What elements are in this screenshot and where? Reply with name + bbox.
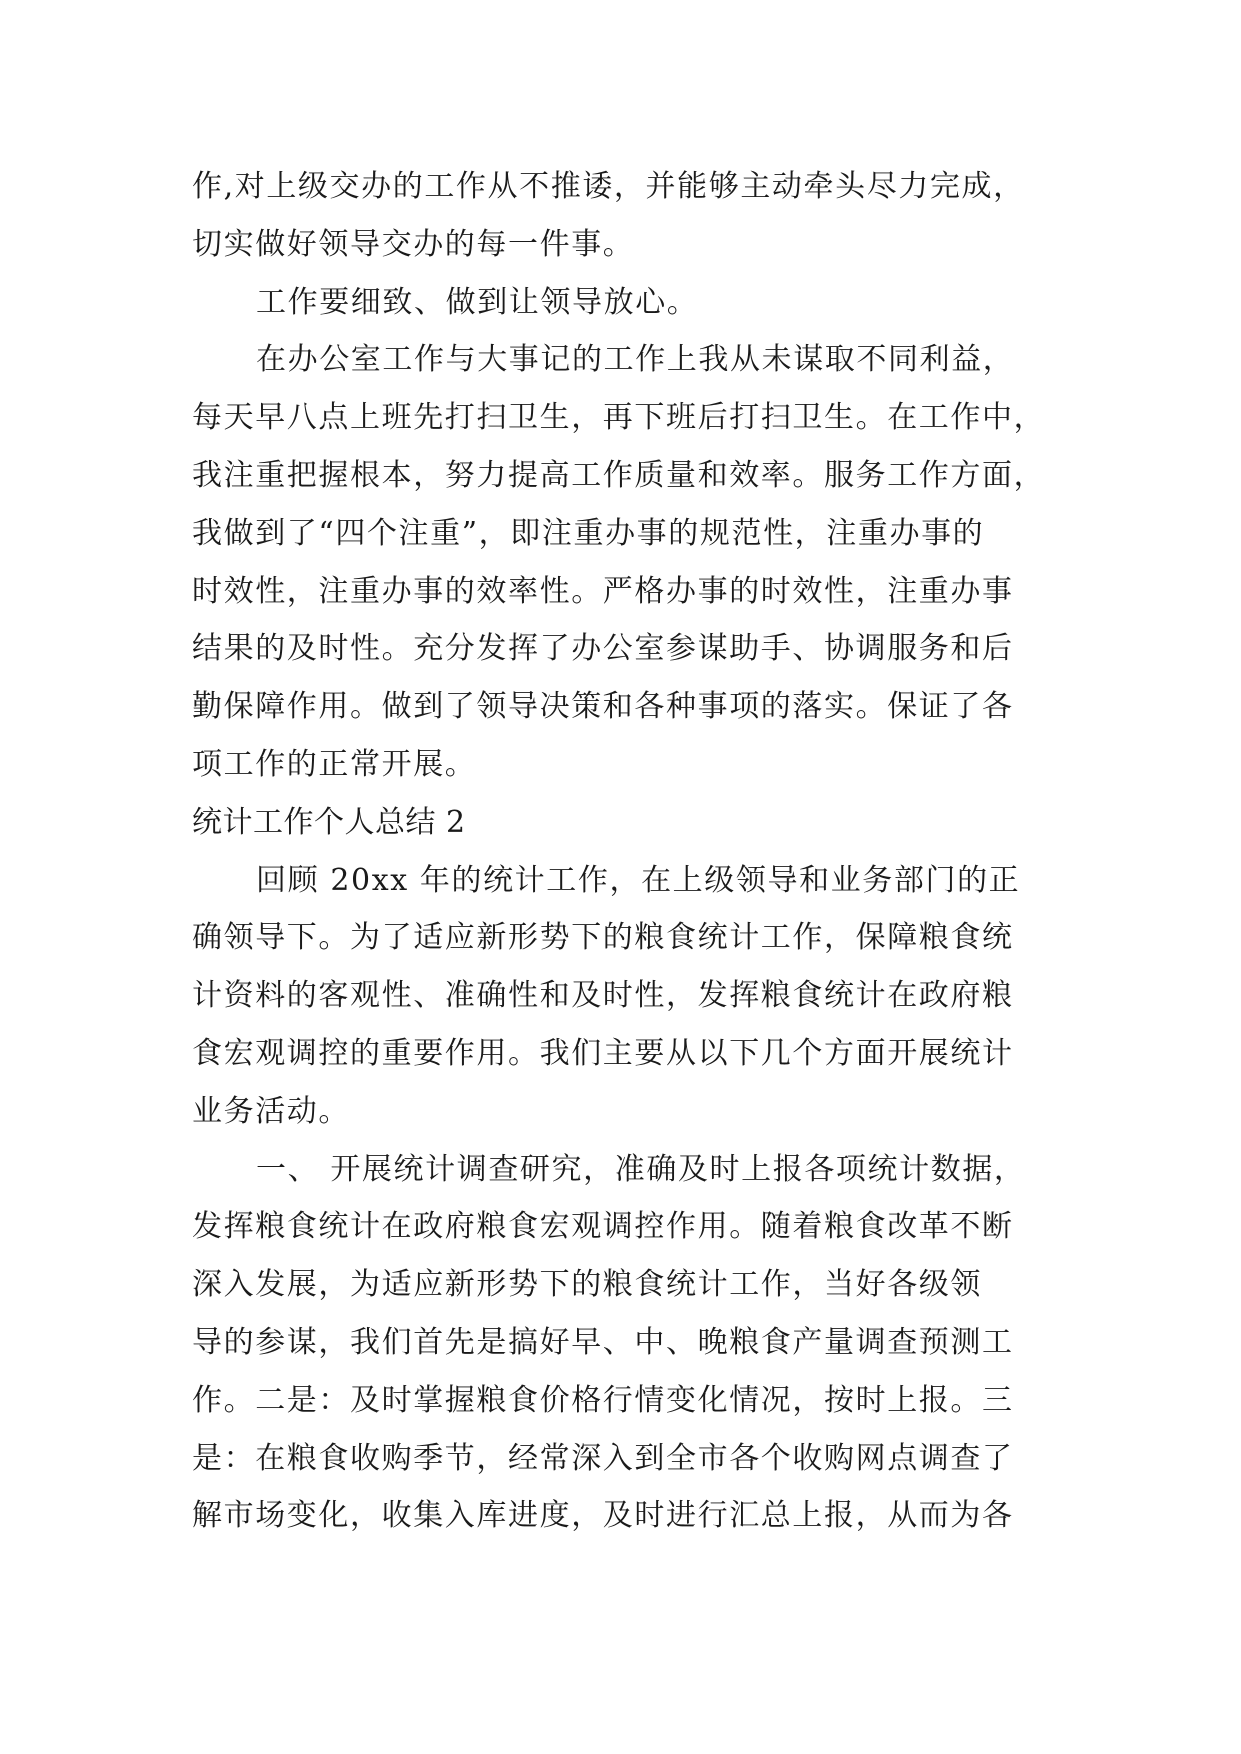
- text-line: 一、 开展统计调查研究，准确及时上报各项统计数据，: [256, 1151, 1026, 1187]
- text-line: 我注重把握根本，努力提高工作质量和效率。服务工作方面，: [192, 457, 1046, 493]
- text-line: 导的参谋，我们首先是搞好早、中、晚粮食产量调查预测工: [192, 1324, 1014, 1360]
- text-line: 深入发展，为适应新形势下的粮食统计工作，当好各级领: [192, 1267, 982, 1303]
- document-body: [192, 158, 1052, 1545]
- text-line: 工作要细致、做到让领导放心。: [256, 284, 699, 320]
- text-line: 我做到了“四个注重”，即注重办事的规范性，注重办事的: [192, 515, 985, 551]
- text-line: 回顾 20xx 年的统计工作，在上级领导和业务部门的正: [256, 862, 1021, 898]
- text-line: 结果的及时性。充分发挥了办公室参谋助手、协调服务和后: [192, 631, 1014, 667]
- text-line: 项工作的正常开展。: [192, 746, 477, 782]
- text-line: 勤保障作用。做到了领导决策和各种事项的落实。保证了各: [192, 689, 1014, 725]
- text-line: 是：在粮食收购季节，经常深入到全市各个收购网点调查了: [192, 1440, 1014, 1476]
- text-line: 确领导下。为了适应新形势下的粮食统计工作，保障粮食统: [192, 920, 1014, 956]
- text-line: 业务活动。: [192, 1093, 350, 1129]
- text-line: 作,对上级交办的工作从不推诿，并能够主动牵头尽力完成，: [192, 169, 1025, 204]
- section-heading: 统计工作个人总结 2: [192, 804, 466, 840]
- text-line: 解市场变化，收集入库进度，及时进行汇总上报，从而为各: [192, 1498, 1014, 1534]
- text-line: 在办公室工作与大事记的工作上我从未谋取不同利益，: [256, 342, 1015, 378]
- text-line: 计资料的客观性、准确性和及时性，发挥粮食统计在政府粮: [192, 978, 1014, 1014]
- text-line: 作。二是：及时掌握粮食价格行情变化情况，按时上报。三: [192, 1382, 1014, 1418]
- text-line: 食宏观调控的重要作用。我们主要从以下几个方面开展统计: [192, 1035, 1014, 1071]
- text-line: 切实做好领导交办的每一件事。: [192, 226, 635, 262]
- text-line: 每天早八点上班先打扫卫生，再下班后打扫卫生。在工作中，: [192, 400, 1046, 436]
- text-line: 发挥粮食统计在政府粮食宏观调控作用。随着粮食改革不断: [192, 1209, 1014, 1245]
- text-line: 时效性，注重办事的效率性。严格办事的时效性，注重办事: [192, 573, 1014, 609]
